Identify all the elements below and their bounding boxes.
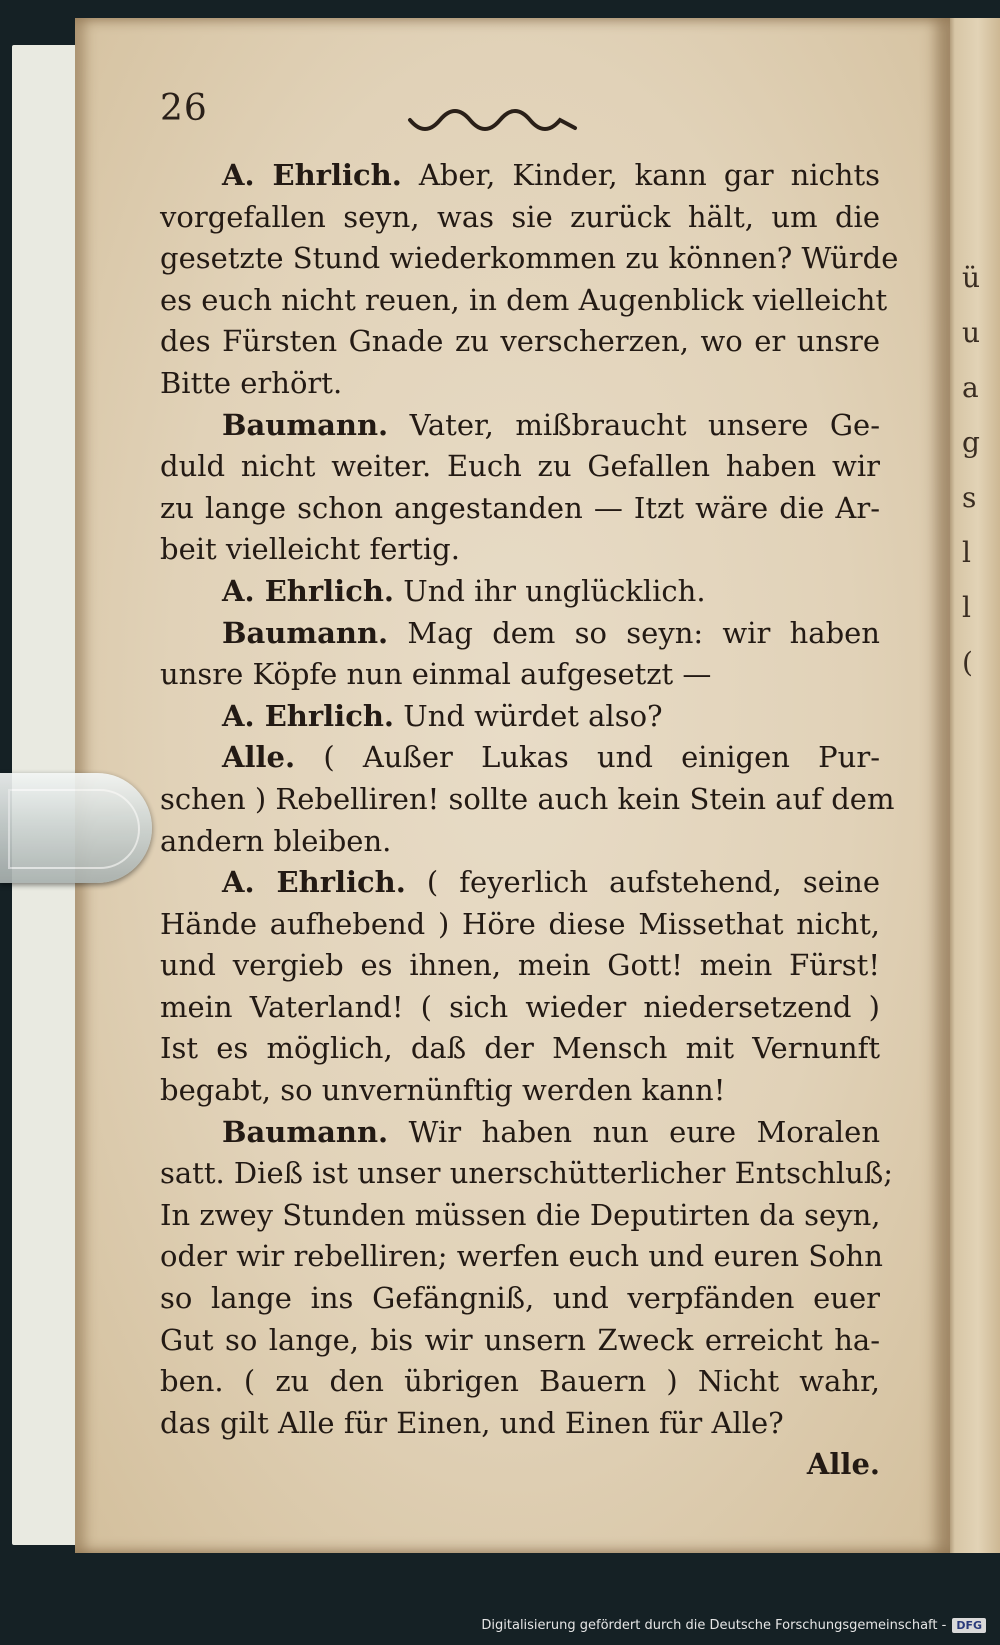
text-line	[160, 821, 880, 863]
line-text: Und würdet also?	[394, 698, 663, 733]
line-text: Ist es möglich, daß der Mensch mit Vernunft	[160, 1031, 880, 1066]
line-text: Und ihr unglücklich.	[394, 573, 706, 608]
text-line	[160, 1028, 880, 1070]
text-line	[160, 613, 880, 655]
text-line	[160, 904, 880, 946]
page-text	[160, 155, 899, 1486]
line-text: Aber, Kinder, kann gar nichts	[401, 158, 880, 192]
line-text: vorgefallen seyn, was sie zurück hält, um die	[160, 199, 880, 234]
text-line	[160, 363, 880, 405]
line-text: des Fürsten Gnade zu verscherzen, wo er unsre	[160, 324, 880, 359]
line-text: so lange ins Gefängniß, und verpfänden euer	[160, 1281, 880, 1316]
speaker-name: A. Ehrlich.	[222, 865, 406, 900]
line-text: es euch nicht reuen, in dem Augenblick vielleicht	[160, 282, 888, 317]
text-line	[160, 737, 880, 779]
facing-page-glyphs	[962, 250, 992, 690]
footer	[481, 1613, 986, 1637]
text-line	[160, 197, 880, 239]
ornament-swash-icon	[405, 102, 585, 142]
line-text: Gut so lange, bis wir unsern Zweck erreicht ha-	[160, 1322, 880, 1357]
facing-page-glyph: a	[962, 371, 979, 404]
text-line	[160, 1403, 880, 1445]
speaker-name: Alle.	[222, 740, 296, 775]
line-text: Hände aufhebend ) Höre diese Missethat nicht,	[160, 906, 880, 941]
footer-credit: Digitalisierung gefördert durch die Deutsche Forschungsgemeinschaft -	[481, 1617, 947, 1633]
text-line	[160, 779, 895, 821]
text-line	[160, 654, 880, 696]
line-text: oder wir rebelliren; werfen euch und euren Sohn	[160, 1239, 883, 1274]
text-line	[160, 405, 880, 447]
text-line	[160, 571, 880, 613]
text-line	[160, 987, 880, 1029]
speaker-name: A. Ehrlich.	[222, 158, 402, 192]
line-text: schen ) Rebelliren! sollte auch kein Stein auf dem	[160, 781, 895, 816]
line-text: andern bleiben.	[160, 823, 392, 858]
line-text: begabt, so unvernünftig werden kann!	[160, 1073, 726, 1108]
facing-page-glyph: ü	[962, 261, 981, 294]
book-clamp	[0, 773, 152, 883]
text-line	[160, 1278, 880, 1320]
facing-page-glyph: s	[962, 481, 977, 514]
text-line	[160, 1320, 880, 1362]
facing-page-glyph: l	[962, 536, 971, 569]
page-header	[160, 88, 860, 148]
text-line	[160, 488, 880, 530]
facing-page-glyph: u	[962, 316, 981, 349]
line-text: beit vielleicht fertig.	[160, 532, 460, 567]
line-text: unsre Köpfe nun einmal aufgesetzt —	[160, 657, 712, 692]
text-line	[160, 696, 880, 738]
line-text: zu lange schon angestanden — Itzt wäre die Ar-	[160, 490, 880, 525]
text-line	[160, 862, 880, 904]
text-line	[160, 1112, 880, 1154]
text-line	[160, 238, 899, 280]
facing-page-glyph: g	[962, 426, 980, 459]
line-text: das gilt Alle für Einen, und Einen für Alle?	[160, 1405, 784, 1440]
line-text: mein Vaterland! ( sich wieder niedersetzend )	[160, 989, 880, 1024]
line-text: ( feyerlich aufstehend, seine	[405, 865, 880, 900]
line-text: ( Außer Lukas und einigen Pur-	[295, 740, 880, 775]
text-line	[160, 1361, 880, 1403]
facing-page-glyph: (	[962, 646, 973, 679]
text-line	[160, 1153, 894, 1195]
line-text: Wir haben nun eure Moralen	[388, 1114, 880, 1149]
text-line	[160, 321, 880, 363]
speaker-name: Baumann.	[222, 1114, 389, 1149]
line-text: gesetzte Stund wiederkommen zu können? Würde	[160, 241, 899, 276]
text-line	[160, 446, 880, 488]
line-text: In zwey Stunden müssen die Deputirten da seyn,	[160, 1197, 881, 1232]
text-line	[160, 945, 880, 987]
line-text: und vergieb es ihnen, mein Gott! mein Fürst!	[160, 948, 880, 983]
line-text: duld nicht weiter. Euch zu Gefallen haben wir	[160, 449, 880, 484]
line-text: satt. Dieß ist unser unerschütterlicher Entschluß;	[160, 1156, 894, 1191]
facing-page-glyph: l	[962, 591, 971, 624]
line-text: ben. ( zu den übrigen Bauern ) Nicht wahr,	[160, 1364, 880, 1399]
text-line	[160, 1070, 880, 1112]
speaker-name: A. Ehrlich.	[222, 698, 395, 733]
line-text: Mag dem so seyn: wir haben	[388, 615, 880, 650]
text-line	[160, 155, 880, 197]
text-line	[160, 1195, 880, 1237]
text-line	[160, 1236, 883, 1278]
catchword: Alle.	[806, 1447, 880, 1482]
dfg-logo[interactable]: DFG	[952, 1618, 986, 1633]
page-number: 26	[160, 88, 208, 129]
speaker-name: Baumann.	[222, 615, 389, 650]
speaker-name: Baumann.	[222, 407, 389, 442]
text-line	[160, 529, 880, 571]
line-text: Bitte erhört.	[160, 365, 343, 400]
line-text: Vater, mißbraucht unsere Ge-	[388, 407, 880, 442]
speaker-name: A. Ehrlich.	[222, 573, 395, 608]
text-line	[160, 280, 888, 322]
facing-page-edge	[945, 18, 1000, 1553]
